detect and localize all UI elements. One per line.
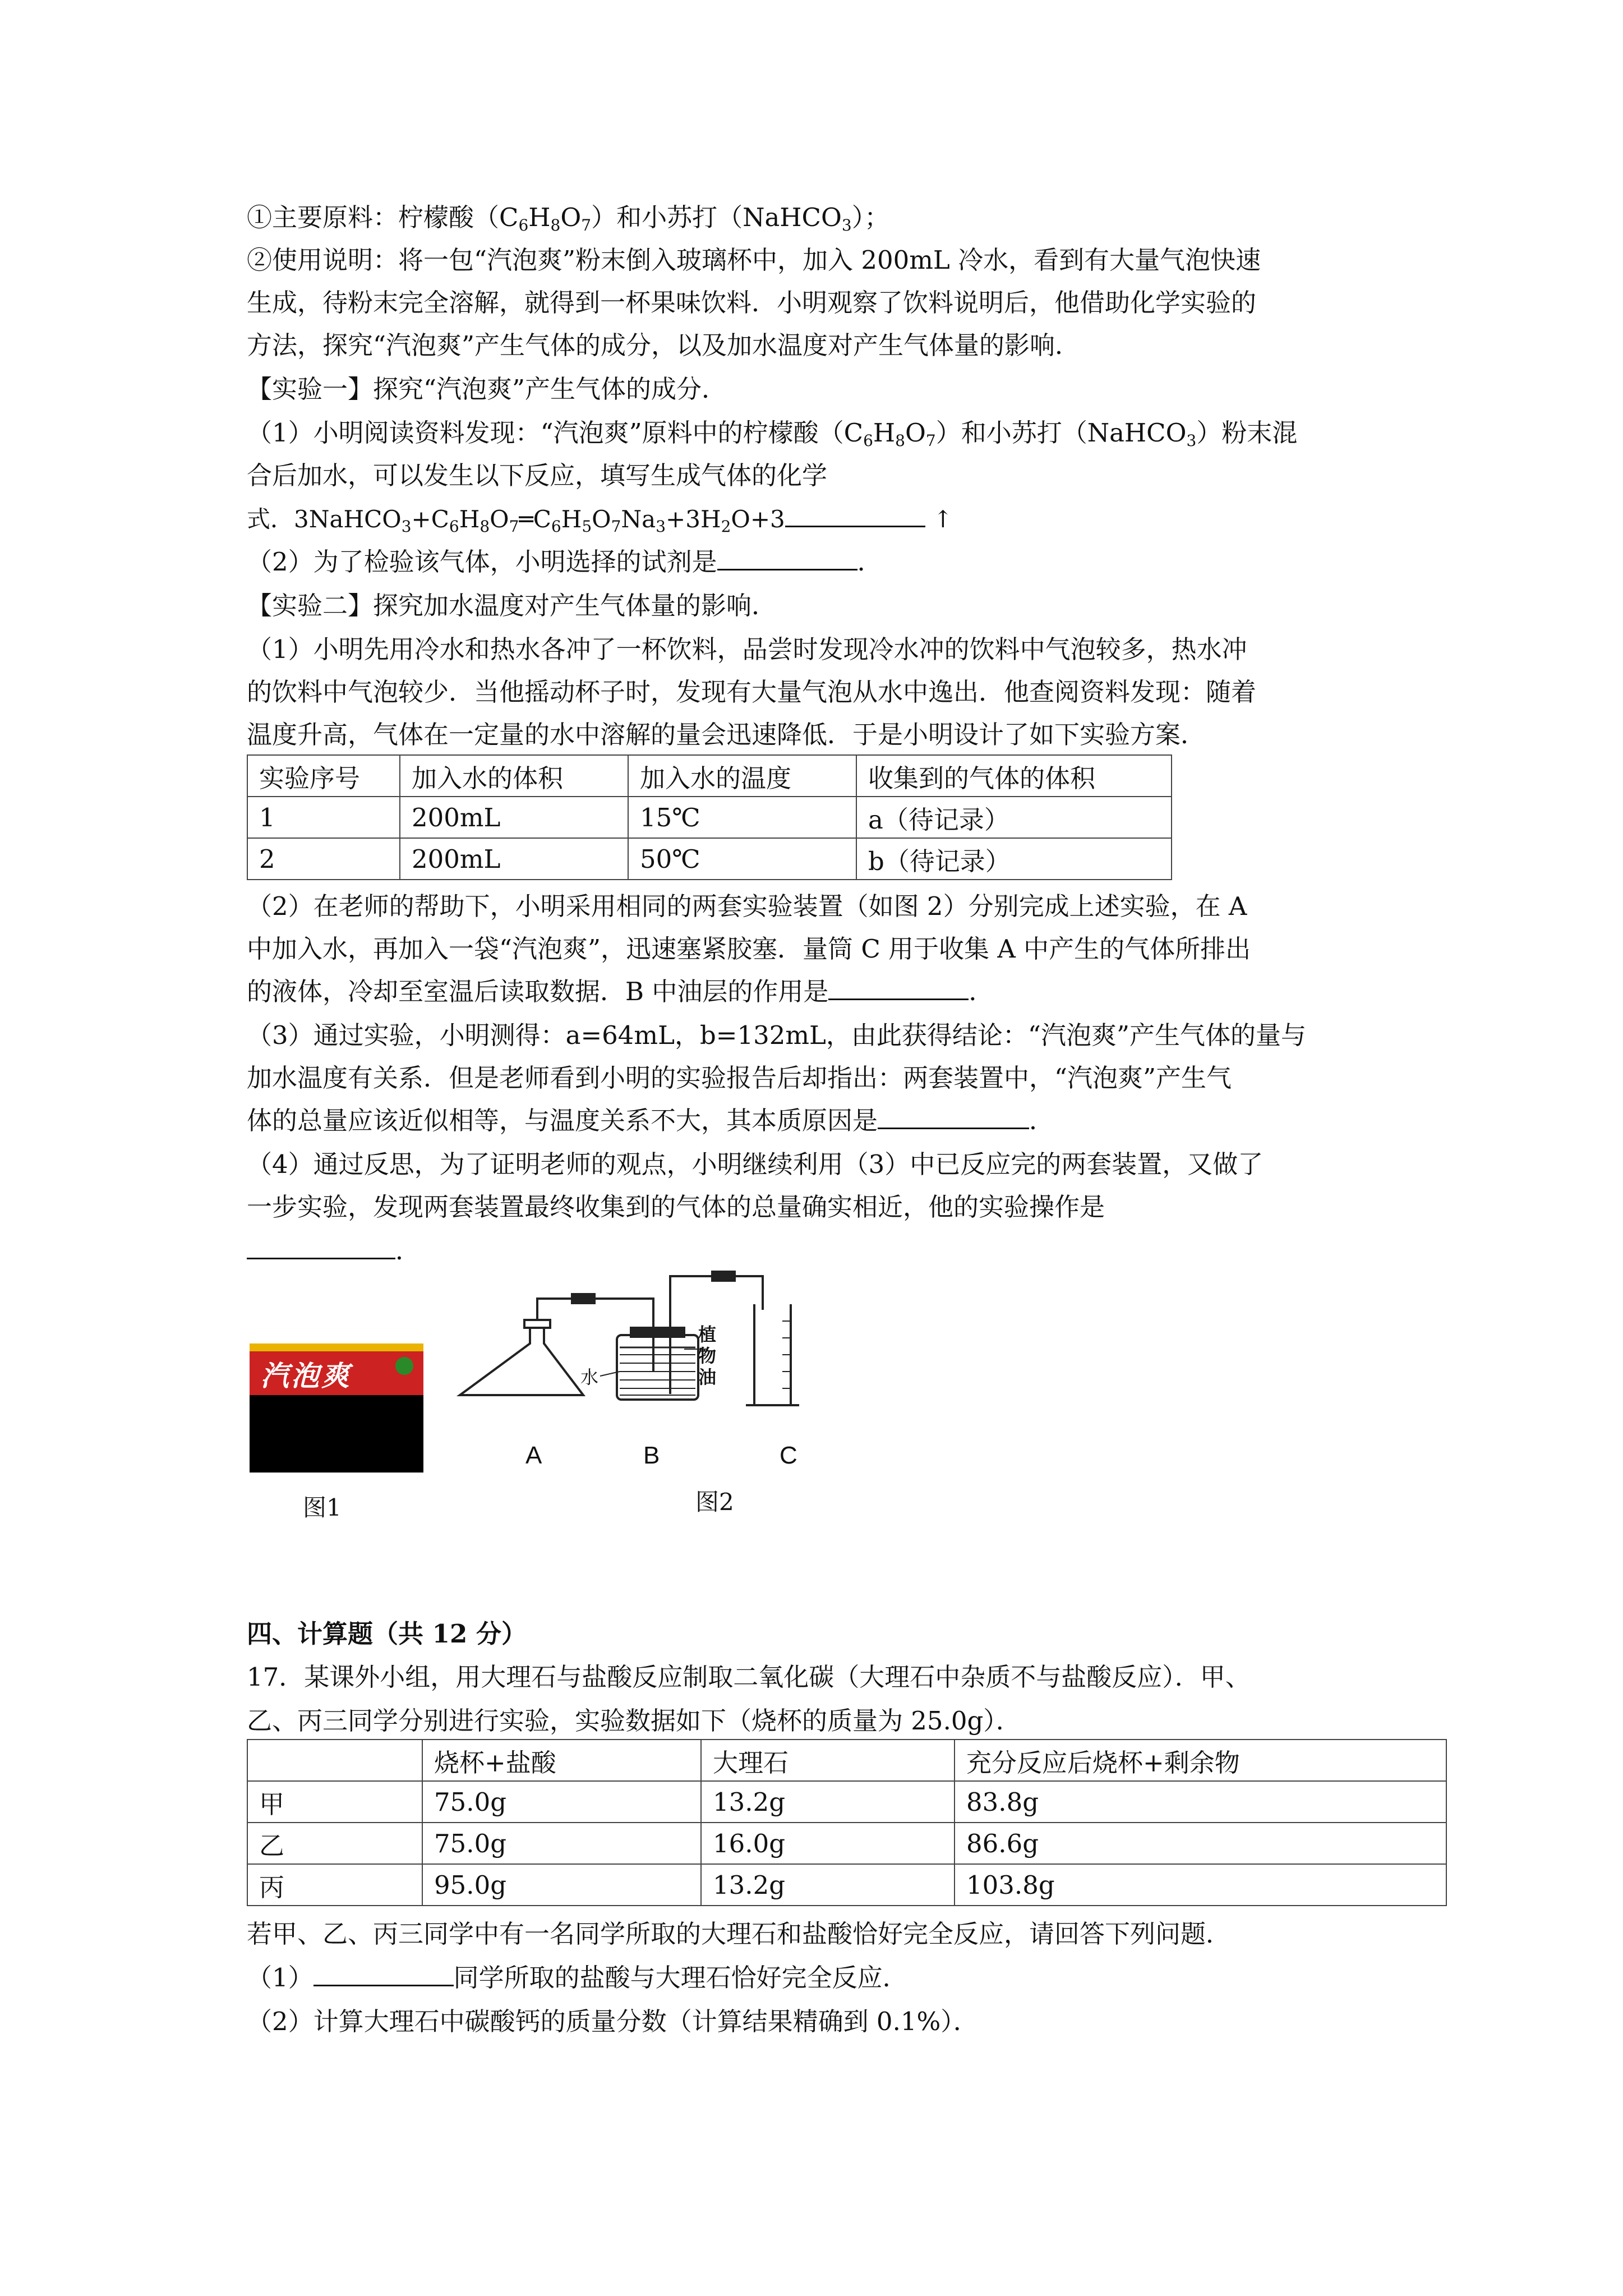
exp2-title: 【实验二】探究加水温度对产生气体量的影响． xyxy=(247,591,777,620)
exp2-q4-line3: ． xyxy=(247,1230,421,1272)
table-header-row xyxy=(247,1740,1446,1781)
figure-2-caption: 图2 xyxy=(695,1488,734,1516)
table-cell: 13.2g xyxy=(701,1864,955,1906)
exp2-q2-line2: 中加入水，再加入一袋“汽泡爽”，迅速塞紧胶塞．量筒 C 用于收集 A 中产生的气体所排出 xyxy=(247,934,1251,964)
table-cell: 丙 xyxy=(247,1864,422,1906)
table-row xyxy=(247,1823,1446,1864)
leaf-icon xyxy=(395,1357,413,1375)
table-cell: a（待记录） xyxy=(856,797,1172,838)
table-cell: 乙 xyxy=(247,1823,422,1864)
answer-blank-operation[interactable] xyxy=(247,1235,395,1259)
bottle-b xyxy=(617,1335,698,1400)
figure-2-apparatus xyxy=(449,1265,841,1444)
q17-line2: 乙、丙三同学分别进行实验，实验数据如下（烧杯的质量为 25.0g）． xyxy=(247,1706,1021,1736)
table-header xyxy=(247,1740,422,1781)
label-a: A xyxy=(525,1442,542,1469)
exp2-q2-line1: （2）在老师的帮助下，小明采用相同的两套实验装置（如图 2）分别完成上述实验，在 A xyxy=(247,891,1247,921)
exp1-title: 【实验一】探究“汽泡爽”产生气体的成分． xyxy=(247,374,727,404)
exp2-p3: 温度升高，气体在一定量的水中溶解的量会迅速降低．于是小明设计了如下实验方案． xyxy=(247,720,1206,749)
label-c: C xyxy=(780,1442,797,1469)
figure-1-package-photo xyxy=(250,1343,423,1473)
q17-line1: 17．某课外小组，用大理石与盐酸反应制取二氧化碳（大理石中杂质不与盐酸反应）．甲、 xyxy=(247,1662,1251,1692)
answer-blank-oil-layer[interactable] xyxy=(828,976,969,1000)
table-row xyxy=(247,1781,1446,1823)
label-oil: 植物油 xyxy=(698,1324,717,1388)
exp1-q2: （2）为了检验该气体，小明选择的试剂是 ． xyxy=(247,547,883,577)
package-label-band xyxy=(250,1343,423,1395)
intro-line-2: ②使用说明：将一包“汽泡爽”粉末倒入玻璃杯中，加入 200mL 冷水，看到有大量气泡快速 xyxy=(247,245,1261,275)
figure-1-caption: 图1 xyxy=(303,1494,342,1521)
reaction-equation: 式．$3NaHCO_3+C_6H_8O_7═C_6H_5O_7Na_3+3H_2O+3$ ↑ xyxy=(247,498,953,541)
answer-blank-gas-formula[interactable] xyxy=(785,503,925,527)
exp2-p2: 的饮料中气泡较少．当他摇动杯子时，发现有大量气泡从水中逸出．他查阅资料发现：随着 xyxy=(247,677,1257,707)
exp2-q3-line2: 加水温度有关系．但是老师看到小明的实验报告后却指出：两套装置中，“汽泡爽”产生气 xyxy=(247,1063,1232,1093)
table-header: 大理石 xyxy=(701,1740,955,1781)
exp2-p1: （1）小明先用冷水和热水各冲了一杯饮料，品尝时发现冷水冲的饮料中气泡较多，热水冲 xyxy=(247,634,1247,664)
flask-a xyxy=(460,1324,583,1395)
table-header: 加入水的体积 xyxy=(400,755,628,797)
intro-line-4: 方法，探究“汽泡爽”产生气体的成分，以及加水温度对产生气体量的影响． xyxy=(247,330,1081,360)
exp2-q3-line1: （3）通过实验，小明测得：a=64mL，b=132mL，由此获得结论：“汽泡爽”产生气体的量与 xyxy=(247,1020,1306,1050)
exp2-q2-line3: 的液体，冷却至室温后读取数据．B 中油层的作用是 ． xyxy=(247,977,994,1006)
intro-line-3: 生成，待粉末完全溶解，就得到一杯果味饮料．小明观察了饮料说明后，他借助化学实验的 xyxy=(247,288,1257,318)
label-water: 水 xyxy=(580,1366,599,1388)
exp1-q1-line1: （1）小明阅读资料发现：“汽泡爽”原料中的柠檬酸$(C_6H_8O_7)$和小苏打（NaHCO$_3$）粉末混 xyxy=(247,418,1298,450)
table-row xyxy=(247,797,1172,838)
package-brand-text: 汽泡爽 xyxy=(261,1359,352,1392)
exp2-q4-line2: 一步实验，发现两套装置最终收集到的气体的总量确实相近，他的实验操作是 xyxy=(247,1192,1105,1222)
exp2-q4-line1: （4）通过反思，为了证明老师的观点，小明继续利用（3）中已反应完的两套装置，又做了 xyxy=(247,1149,1264,1179)
experiment-table xyxy=(247,754,1172,880)
table-cell: 甲 xyxy=(247,1781,422,1823)
table-cell: 103.8g xyxy=(955,1864,1446,1906)
table-cell: 75.0g xyxy=(422,1823,701,1864)
table-cell: 86.6g xyxy=(955,1823,1446,1864)
exp2-q3-line3: 体的总量应该近似相等，与温度关系不大，其本质原因是 ． xyxy=(247,1106,1055,1135)
answer-blank-reason[interactable] xyxy=(878,1105,1029,1129)
table-cell: 200mL xyxy=(400,797,628,838)
table-row xyxy=(247,838,1172,880)
section-4-title: 四、计算题（共 12 分） xyxy=(247,1619,527,1649)
answer-blank-student[interactable] xyxy=(313,1962,454,1986)
table-cell: b（待记录） xyxy=(856,838,1172,880)
table-cell: 15℃ xyxy=(628,797,856,838)
q17-sub2: （2）计算大理石中碳酸钙的质量分数（计算结果精确到 0.1%）． xyxy=(247,2007,979,2036)
table-header: 充分反应后烧杯+剩余物 xyxy=(955,1740,1446,1781)
table-row xyxy=(247,1864,1446,1906)
table-cell: 75.0g xyxy=(422,1781,701,1823)
q17-data-table xyxy=(247,1739,1447,1906)
q17-after-table: 若甲、乙、丙三同学中有一名同学所取的大理石和盐酸恰好完全反应，请回答下列问题． xyxy=(247,1919,1232,1949)
table-cell: 1 xyxy=(247,797,400,838)
answer-blank-reagent[interactable] xyxy=(717,546,857,570)
table-header: 实验序号 xyxy=(247,755,400,797)
table-cell: 95.0g xyxy=(422,1864,701,1906)
exp1-q1-line2: 合后加水，可以发生以下反应，填写生成气体的化学 xyxy=(247,461,828,490)
q17-sub1: （1） 同学所取的盐酸与大理石恰好完全反应． xyxy=(247,1963,908,1993)
intro-line-1: ①主要原料：柠檬酸$(C_6H_8O_7)$和小苏打（NaHCO$_3$）； xyxy=(247,203,890,234)
table-header: 加入水的温度 xyxy=(628,755,856,797)
label-b: B xyxy=(643,1442,660,1469)
table-cell: 2 xyxy=(247,838,400,880)
table-header: 烧杯+盐酸 xyxy=(422,1740,701,1781)
table-cell: 50℃ xyxy=(628,838,856,880)
table-cell: 16.0g xyxy=(701,1823,955,1864)
table-header-row xyxy=(247,755,1172,797)
table-cell: 83.8g xyxy=(955,1781,1446,1823)
table-cell: 13.2g xyxy=(701,1781,955,1823)
table-cell: 200mL xyxy=(400,838,628,880)
table-header: 收集到的气体的体积 xyxy=(856,755,1172,797)
